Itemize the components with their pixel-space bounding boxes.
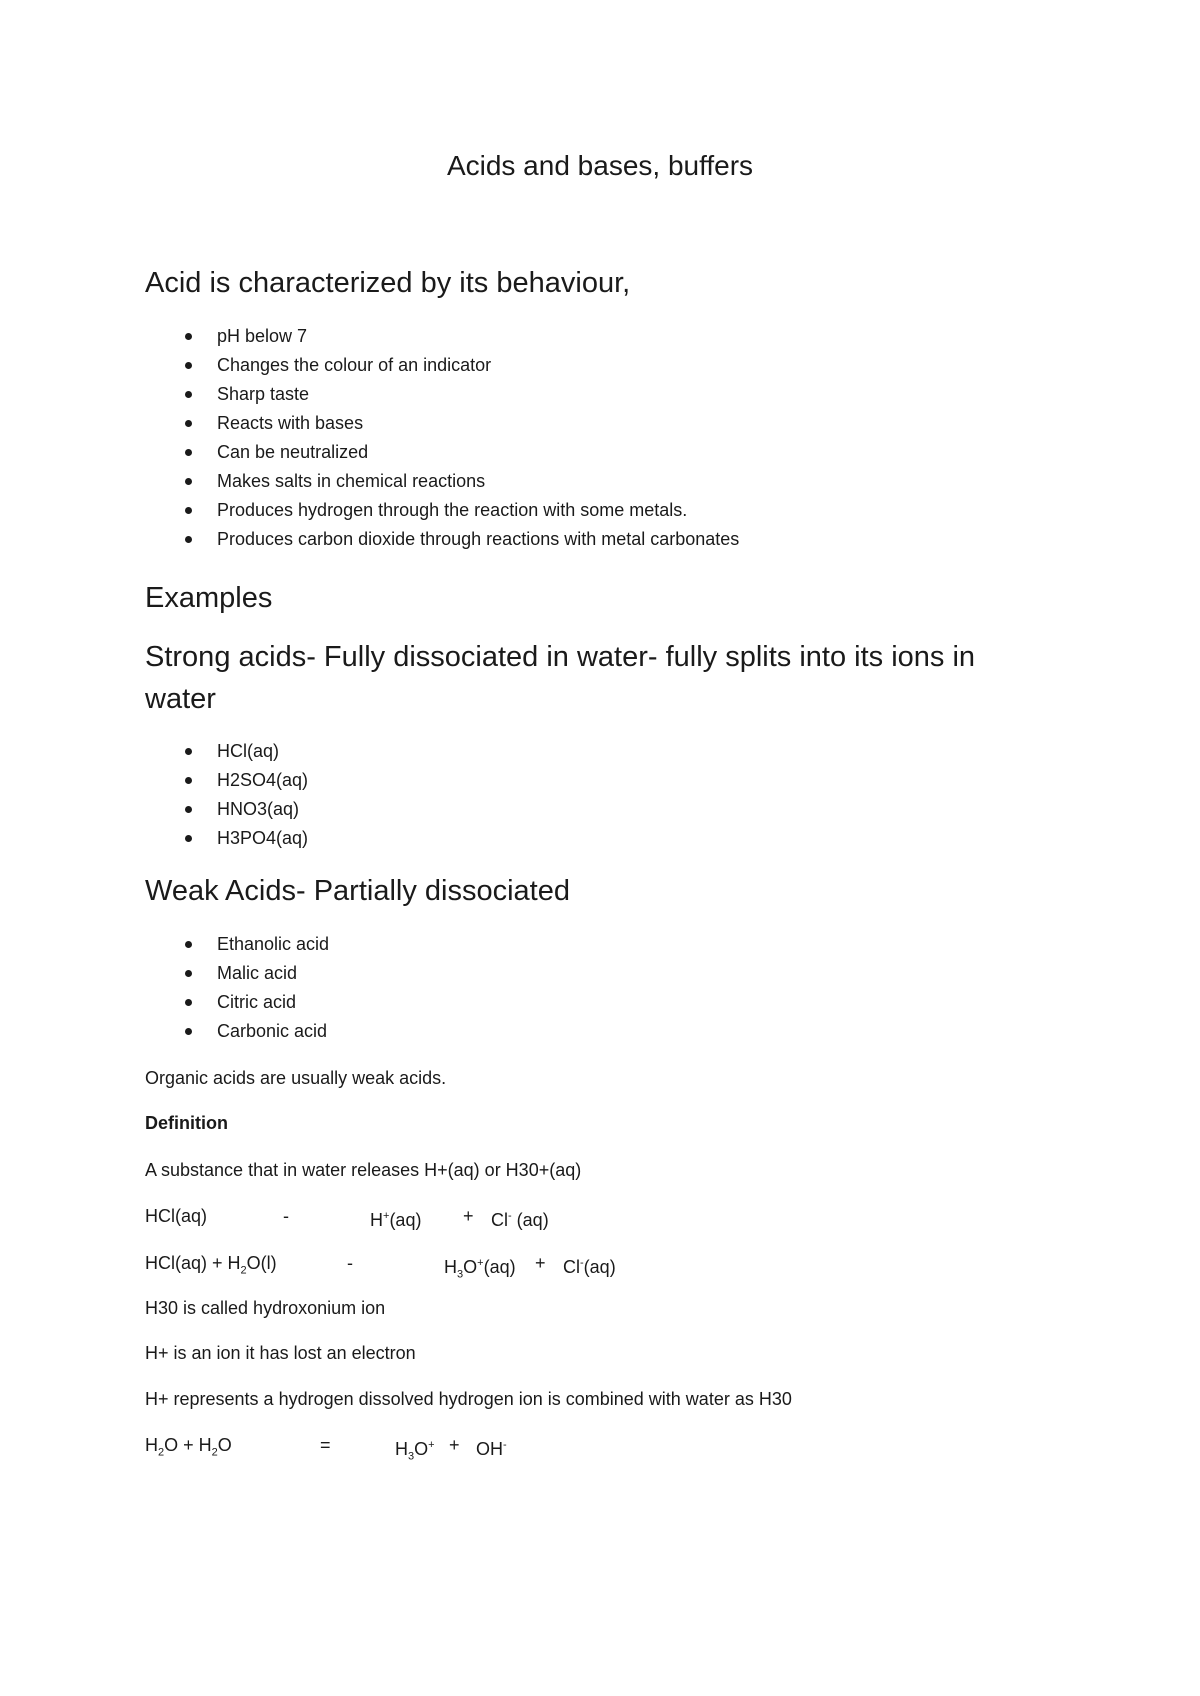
hydroxonium-line: H30 is called hydroxonium ion — [145, 1298, 386, 1318]
list-item: pH below 7 — [145, 322, 739, 351]
equation-plus: + — [463, 1206, 474, 1226]
bullet-icon — [185, 748, 192, 755]
bullet-icon — [185, 391, 192, 398]
equation-product-1: $H_3O^+(aq)$ — [444, 1257, 516, 1281]
equation-hcl-dissociation — [145, 1203, 945, 1229]
examples-heading: Examples — [145, 582, 273, 614]
equation-product-1: H+(aq) — [370, 1210, 422, 1230]
equation-reactant: HCl(aq) — [145, 1206, 208, 1226]
list-item: Reacts with bases — [145, 409, 739, 438]
bullet-icon — [185, 970, 192, 977]
weak-acids-list — [145, 930, 329, 1046]
document-title: Acids and bases, buffers — [446, 150, 754, 181]
definition-label: Definition — [145, 1113, 228, 1133]
equation-water-autoionization — [145, 1432, 945, 1463]
list-item: Can be neutralized — [145, 438, 739, 467]
bullet-icon — [185, 777, 192, 784]
list-item: H2SO4(aq) — [145, 766, 308, 795]
bullet-icon — [185, 999, 192, 1006]
list-item: Ethanolic acid — [145, 930, 329, 959]
weak-acids-heading: Weak Acids- Partially dissociated — [145, 875, 570, 907]
bullet-icon — [185, 507, 192, 514]
bullet-icon — [185, 420, 192, 427]
list-item: Sharp taste — [145, 380, 739, 409]
hplus-line: H+ is an ion it has lost an electron — [145, 1343, 416, 1363]
list-item: HNO3(aq) — [145, 795, 308, 824]
list-item: Carbonic acid — [145, 1017, 329, 1046]
equation-hcl-water — [145, 1250, 945, 1281]
strong-acids-heading: Strong acids- Fully dissociated in water- fully splits into its ions in water — [145, 641, 976, 715]
equation-product-2: Cl-(aq) — [563, 1257, 616, 1277]
equation-product-1: $H_3O^+$ — [395, 1439, 435, 1463]
bullet-icon — [185, 806, 192, 813]
acid-behaviour-list — [145, 322, 739, 554]
bullet-icon — [185, 449, 192, 456]
equation-arrow: - — [347, 1253, 353, 1273]
hplus-represents-line: H+ represents a hydrogen dissolved hydrogen ion is combined with water as H30 — [145, 1389, 792, 1409]
list-item: Produces hydrogen through the reaction with some metals. — [145, 496, 739, 525]
bullet-icon — [185, 1028, 192, 1035]
bullet-icon — [185, 478, 192, 485]
bullet-icon — [185, 333, 192, 340]
strong-acids-list — [145, 737, 308, 853]
organic-acids-note: Organic acids are usually weak acids. — [145, 1068, 447, 1088]
equation-equals: = — [320, 1435, 331, 1455]
bullet-icon — [185, 941, 192, 948]
equation-product-2: OH- — [476, 1439, 507, 1459]
list-item: Citric acid — [145, 988, 329, 1017]
equation-product-2: Cl- (aq) — [491, 1210, 549, 1230]
list-item: Produces carbon dioxide through reactions with metal carbonates — [145, 525, 739, 554]
list-item: HCl(aq) — [145, 737, 308, 766]
equation-reactants: $HCl(aq) + H_2O(l)$ — [145, 1253, 277, 1277]
acid-behaviour-heading: Acid is characterized by its behaviour, — [145, 267, 631, 299]
list-item: Malic acid — [145, 959, 329, 988]
list-item: H3PO4(aq) — [145, 824, 308, 853]
list-item: Changes the colour of an indicator — [145, 351, 739, 380]
equation-plus: + — [449, 1435, 460, 1455]
bullet-icon — [185, 362, 192, 369]
list-item: Makes salts in chemical reactions — [145, 467, 739, 496]
bullet-icon — [185, 835, 192, 842]
bullet-icon — [185, 536, 192, 543]
definition-text: A substance that in water releases H+(aq) or H30+(aq) — [145, 1160, 582, 1180]
equation-reactants: $H_2O + H_2O$ — [145, 1435, 232, 1459]
equation-arrow: - — [283, 1206, 289, 1226]
equation-plus: + — [535, 1253, 546, 1273]
